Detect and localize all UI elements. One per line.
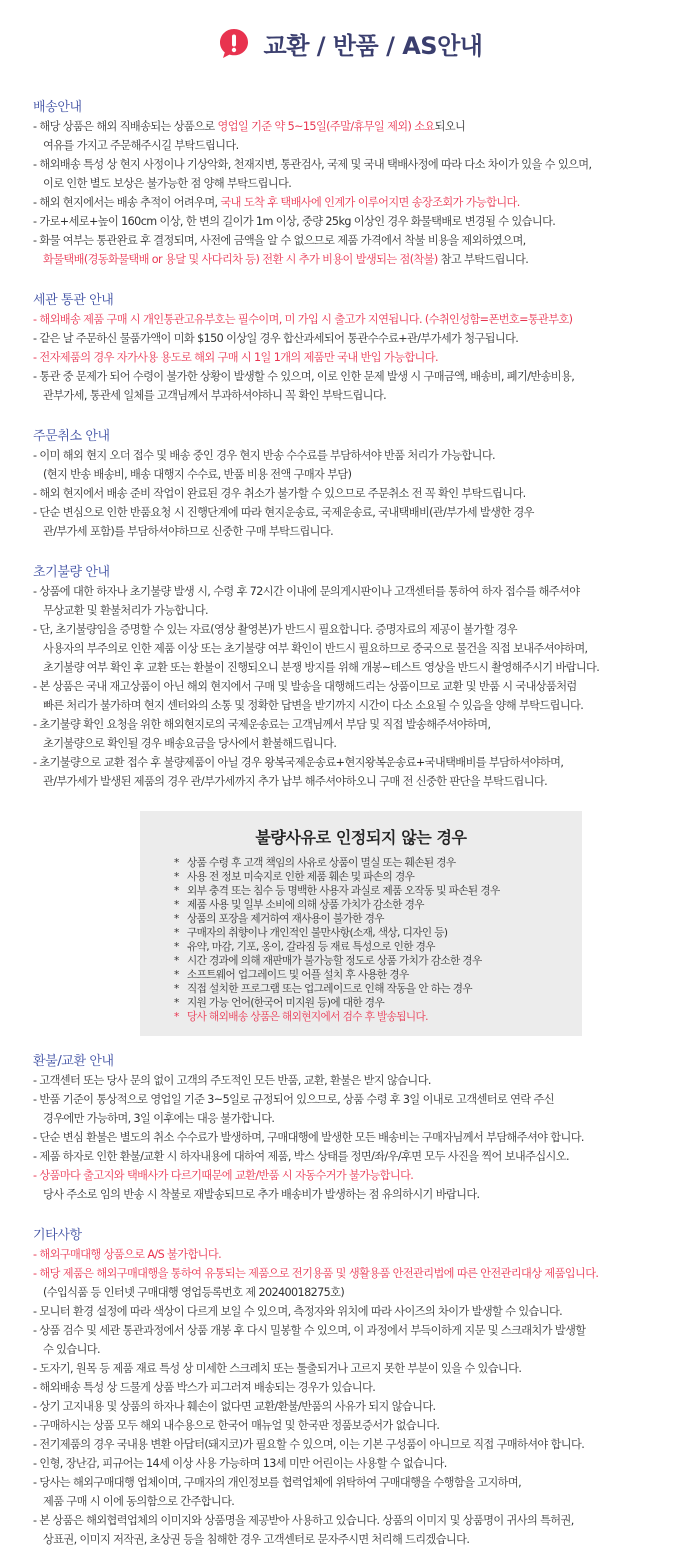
not-accepted-item: * 직접 설치한 프로그램 또는 업그레이드로 인해 작동을 안 하는 경우 xyxy=(174,983,473,995)
not-accepted-item: * 소프트웨어 업그레이드 및 어플 설치 후 사용한 경우 xyxy=(174,969,409,981)
etc-line-7: - 도자기, 원목 등 제품 재료 특성 상 미세한 스크레치 또는 툴출되거나 고르지 못한 부분이 있을 수 있습니다. xyxy=(33,1362,522,1375)
exclamation-bubble-icon xyxy=(218,27,250,59)
etc-line-13: - 당사는 해외구매대행 업체이며, 구매자의 개인정보를 협력업체에 위탁하여 구매대행을 수행함을 고지하며, xyxy=(33,1476,522,1489)
refund-line-2: - 반품 기준이 통상적으로 영업일 기준 3~5일로 규정되어 있으므로, 상품 수령 후 3일 이내로 고객센터로 연락 주신 xyxy=(33,1093,554,1106)
etc-line-15: - 본 상품은 해외협력업체의 이미지와 상품명을 제공받아 사용하고 있습니다. 상품의 이미지 및 상품명이 귀사의 특허권, xyxy=(33,1514,574,1527)
shipping-line-4: 이로 인한 별도 보상은 불가능한 점 양해 부탁드립니다. xyxy=(43,177,292,190)
etc-line-3: (수입식품 등 인터넷 구매대행 영업등록번호 제 20240018275호) xyxy=(43,1286,345,1299)
defect-line-3: - 단, 초기불량임을 증명할 수 있는 자료(영상 촬영본)가 반드시 필요합니다. 증명자료의 제공이 불가할 경우 xyxy=(33,623,518,636)
etc-line-11: - 전기제품의 경우 국내용 변환 아답터(돼지코)가 필요할 수 있으며, 이는 기본 구성품이 아니므로 직접 구매하셔야 합니다. xyxy=(33,1438,585,1451)
customs-line-5: 관부가세, 통관세 일체를 고객님께서 부과하셔야하니 꼭 확인 부탁드립니다. xyxy=(43,389,387,402)
refund-line-7: 당사 주소로 임의 반송 시 착불로 재발송되므로 추가 배송비가 발생하는 점 유의하시기 바랍니다. xyxy=(43,1188,480,1201)
not-accepted-item-highlight: * 당사 해외배송 상품은 해외현지에서 검수 후 발송됩니다. xyxy=(174,1011,428,1023)
not-accepted-item: * 상품 수령 후 고객 책임의 사유로 상품이 멸실 또는 훼손된 경우 xyxy=(174,857,456,869)
not-accepted-title: 불량사유로 인정되지 않는 경우 xyxy=(255,828,467,847)
cancel-line-5: 관/부가세 포함)를 부담하셔야하므로 신중한 구매 부탁드립니다. xyxy=(43,525,334,538)
etc-line-14: 제품 구매 시 이에 동의함으로 간주합니다. xyxy=(43,1495,235,1508)
defect-line-4: 사용자의 부주의로 인한 제품 이상 또는 초기불량 여부 확인이 반드시 필요하므로 중국으로 물건을 직접 보내주셔야하며, xyxy=(43,642,588,655)
shipping-line-7: - 화물 여부는 통관완료 후 결정되며, 사전에 금액을 알 수 없으므로 제품 가격에서 착불 비용을 제외하였으며, xyxy=(33,234,526,247)
refund-line-3: 경우에만 가능하며, 3일 이후에는 대응 불가합니다. xyxy=(43,1112,275,1125)
cancel-section xyxy=(0,425,700,541)
customs-line-4: - 통관 중 문제가 되어 수령이 불가한 상황이 발생할 수 있으며, 이로 인한 문제 발생 시 구매금액, 배송비, 폐기/반송비용, xyxy=(33,370,575,383)
refund-line-6: - 상품마다 출고지와 택배사가 다르기때문에 교환/반품 시 자동수거가 불가능합니다. xyxy=(33,1169,414,1182)
defect-line-7: 빠른 처리가 불가하며 현지 센터와의 소통 및 정확한 답변을 받기까지 시간이 다소 소요될 수 있음을 양해 부탁드립니다. xyxy=(43,699,584,712)
defect-line-6: - 본 상품은 국내 재고상품이 아닌 해외 현지에서 구매 및 발송을 대행해드리는 상품이므로 교환 및 반품 시 국내상품처럼 xyxy=(33,680,577,693)
etc-line-6: 수 있습니다. xyxy=(43,1343,100,1356)
not-accepted-item: * 시간 경과에 의해 재판매가 불가능할 정도로 상품 가치가 감소한 경우 xyxy=(174,955,482,967)
shipping-section xyxy=(0,96,700,269)
customs-section xyxy=(0,289,700,405)
shipping-line-1: - 해당 상품은 해외 직배송되는 상품으로 영업일 기준 약 5~15일(주말/휴무일 제외) 소요되오니 xyxy=(33,120,466,133)
cancel-line-4: - 단순 변심으로 인한 반품요청 시 진행단계에 따라 현지운송료, 국제운송료, 국내택배비(관/부가세 발생한 경우 xyxy=(33,506,534,519)
not-accepted-box xyxy=(140,811,582,1036)
shipping-line-3: - 해외배송 특성 상 현지 사정이나 기상악화, 천재지변, 통관검사, 국제 및 국내 택배사정에 따라 다소 차이가 있을 수 있으며, xyxy=(33,158,592,171)
not-accepted-item: * 외부 충격 또는 침수 등 명백한 사용자 과실로 제품 오작동 및 파손된 경우 xyxy=(174,885,500,897)
not-accepted-item: * 유약, 마감, 기포, 옹이, 갈라짐 등 재료 특성으로 인한 경우 xyxy=(174,941,435,953)
not-accepted-item: * 제품 사용 및 일부 소비에 의해 상품 가치가 감소한 경우 xyxy=(174,899,424,911)
customs-line-1: - 해외배송 제품 구매 시 개인통관고유부호는 필수이며, 미 가입 시 출고가 지연됩니다. (수취인성함=폰번호=통관부호) xyxy=(33,313,573,326)
not-accepted-list xyxy=(140,856,582,1024)
defect-line-8: - 초기불량 확인 요청을 위한 해외현지로의 국제운송료는 고객님께서 부담 및 직접 발송해주셔야하며, xyxy=(33,718,491,731)
cancel-line-2: (현지 반송 배송비, 배송 대행지 수수료, 반품 비용 전액 구매자 부담) xyxy=(43,468,352,481)
cancel-line-1: - 이미 해외 현지 오더 접수 및 배송 중인 경우 현지 반송 수수료를 부담하셔야 반품 처리가 가능합니다. xyxy=(33,449,495,462)
section-title-etc: 기타사항 xyxy=(33,1228,82,1243)
defect-line-10: - 초기불량으로 교환 접수 후 불량제품이 아닐 경우 왕복국제운송료+현지왕복운송료+국내택배비를 부담하셔야하며, xyxy=(33,756,564,769)
etc-line-10: - 구매하시는 상품 모두 해외 내수용으로 한국어 매뉴얼 및 한국판 정품보증서가 없습니다. xyxy=(33,1419,440,1432)
not-accepted-item: * 지원 가능 언어(한국어 미지원 등)에 대한 경우 xyxy=(174,997,385,1009)
refund-line-4: - 단순 변심 환불은 별도의 취소 수수료가 발생하며, 구매대행에 발생한 모든 배송비는 구매자님께서 부담해주셔야 합니다. xyxy=(33,1131,584,1144)
section-title-customs: 세관 통관 안내 xyxy=(33,293,114,308)
defect-line-2: 무상교환 및 환불처리가 가능합니다. xyxy=(43,604,208,617)
customs-line-3: - 전자제품의 경우 자가사용 용도로 해외 구매 시 1일 1개의 제품만 국내 반입 가능합니다. xyxy=(33,351,438,364)
refund-section xyxy=(0,1050,700,1204)
not-accepted-item: * 사용 전 정보 미숙지로 인한 제품 훼손 및 파손의 경우 xyxy=(174,871,415,883)
etc-section xyxy=(0,1224,700,1549)
section-title-shipping: 배송안내 xyxy=(33,100,82,115)
etc-line-4: - 모니터 환경 설정에 따라 색상이 다르게 보일 수 있으며, 측정자와 위치에 따라 사이즈의 차이가 발생할 수 있습니다. xyxy=(33,1305,563,1318)
defect-line-1: - 상품에 대한 하자나 초기불량 발생 시, 수령 후 72시간 이내에 문의게시판이나 고객센터를 통하여 하자 접수를 해주셔야 xyxy=(33,585,580,598)
shipping-line-8: 화물택배(경동화물택배 or 용달 및 사다리차 등) 전환 시 추가 비용이 발생되는 점(착불) 참고 부탁드립니다. xyxy=(43,253,529,266)
cancel-line-3: - 해외 현지에서 배송 준비 작업이 완료된 경우 취소가 불가할 수 있으므로 주문취소 전 꼭 확인 부탁드립니다. xyxy=(33,487,526,500)
shipping-line-2: 여유를 가지고 주문해주시길 부탁드립니다. xyxy=(43,139,239,152)
section-title-refund: 환불/교환 안내 xyxy=(33,1054,114,1069)
section-title-defect: 초기불량 안내 xyxy=(33,565,110,580)
etc-line-8: - 해외배송 특성 상 드물게 상품 박스가 피그러져 배송되는 경우가 있습니다. xyxy=(33,1381,376,1394)
etc-line-2: - 해당 제품은 해외구매대행을 통하여 유통되는 제품으로 전기용품 및 생활용품 안전관리법에 따른 안전관리대상 제품입니다. xyxy=(33,1267,599,1280)
section-title-cancel: 주문취소 안내 xyxy=(33,429,110,444)
refund-line-1: - 고객센터 또는 당사 문의 없이 고객의 주도적인 모든 반품, 교환, 환불은 받지 않습니다. xyxy=(33,1074,431,1087)
defect-line-11: 관/부가세가 발생된 제품의 경우 관/부가세까지 추가 납부 해주셔야하오니 구매 전 신중한 판단을 부탁드립니다. xyxy=(43,775,548,788)
not-accepted-item: * 상품의 포장을 제거하여 재사용이 불가한 경우 xyxy=(174,913,384,925)
shipping-line-5: - 해외 현지에서는 배송 추적이 어려우며, 국내 도착 후 택배사에 인계가 이루어지면 송장조회가 가능합니다. xyxy=(33,196,520,209)
etc-line-12: - 인형, 장난감, 피규어는 14세 이상 사용 가능하며 13세 미만 어린이는 사용할 수 없습니다. xyxy=(33,1457,447,1470)
customs-line-2: - 같은 날 주문하신 물품가액이 미화 $150 이상일 경우 합산과세되어 통관수수료+관/부가세가 청구됩니다. xyxy=(33,332,519,345)
not-accepted-item: * 구매자의 취향이나 개인적인 불만사항(소재, 색상, 디자인 등) xyxy=(174,927,448,939)
etc-line-9: - 상기 고지내용 및 상품의 하자나 훼손이 없다면 교환/환불/반품의 사유가 되지 않습니다. xyxy=(33,1400,436,1413)
etc-line-1: - 해외구매대행 상품으로 A/S 불가합니다. xyxy=(33,1248,222,1261)
page-title: 교환 / 반품 / AS안내 xyxy=(263,31,483,60)
shipping-line-6: - 가로+세로+높이 160cm 이상, 한 변의 길이가 1m 이상, 중량 25kg 이상인 경우 화물택배로 변경될 수 있습니다. xyxy=(33,215,556,228)
defect-line-9: 초기불량으로 확인될 경우 배송요금을 당사에서 환불해드립니다. xyxy=(43,737,337,750)
etc-line-16: 상표권, 이미지 저작권, 초상권 등을 침해한 경우 고객센터로 문자주시면 처리해 드리겠습니다. xyxy=(43,1533,470,1546)
defect-line-5: 초기불량 여부 확인 후 교환 또는 환불이 진행되오니 분쟁 방지를 위해 개봉~테스트 영상을 반드시 촬영해주시기 바랍니다. xyxy=(43,661,600,674)
refund-line-5: - 제품 하자로 인한 환불/교환 시 하자내용에 대하여 제품, 박스 상태를 정면/좌/우/후면 모두 사진을 찍어 보내주십시오. xyxy=(33,1150,569,1163)
etc-line-5: - 상품 검수 및 세관 통관과정에서 상품 개봉 후 다시 밀봉할 수 있으며, 이 과정에서 부득이하게 지문 및 스크래치가 발생할 xyxy=(33,1324,586,1337)
page-header xyxy=(0,0,700,74)
defect-section xyxy=(0,561,700,791)
